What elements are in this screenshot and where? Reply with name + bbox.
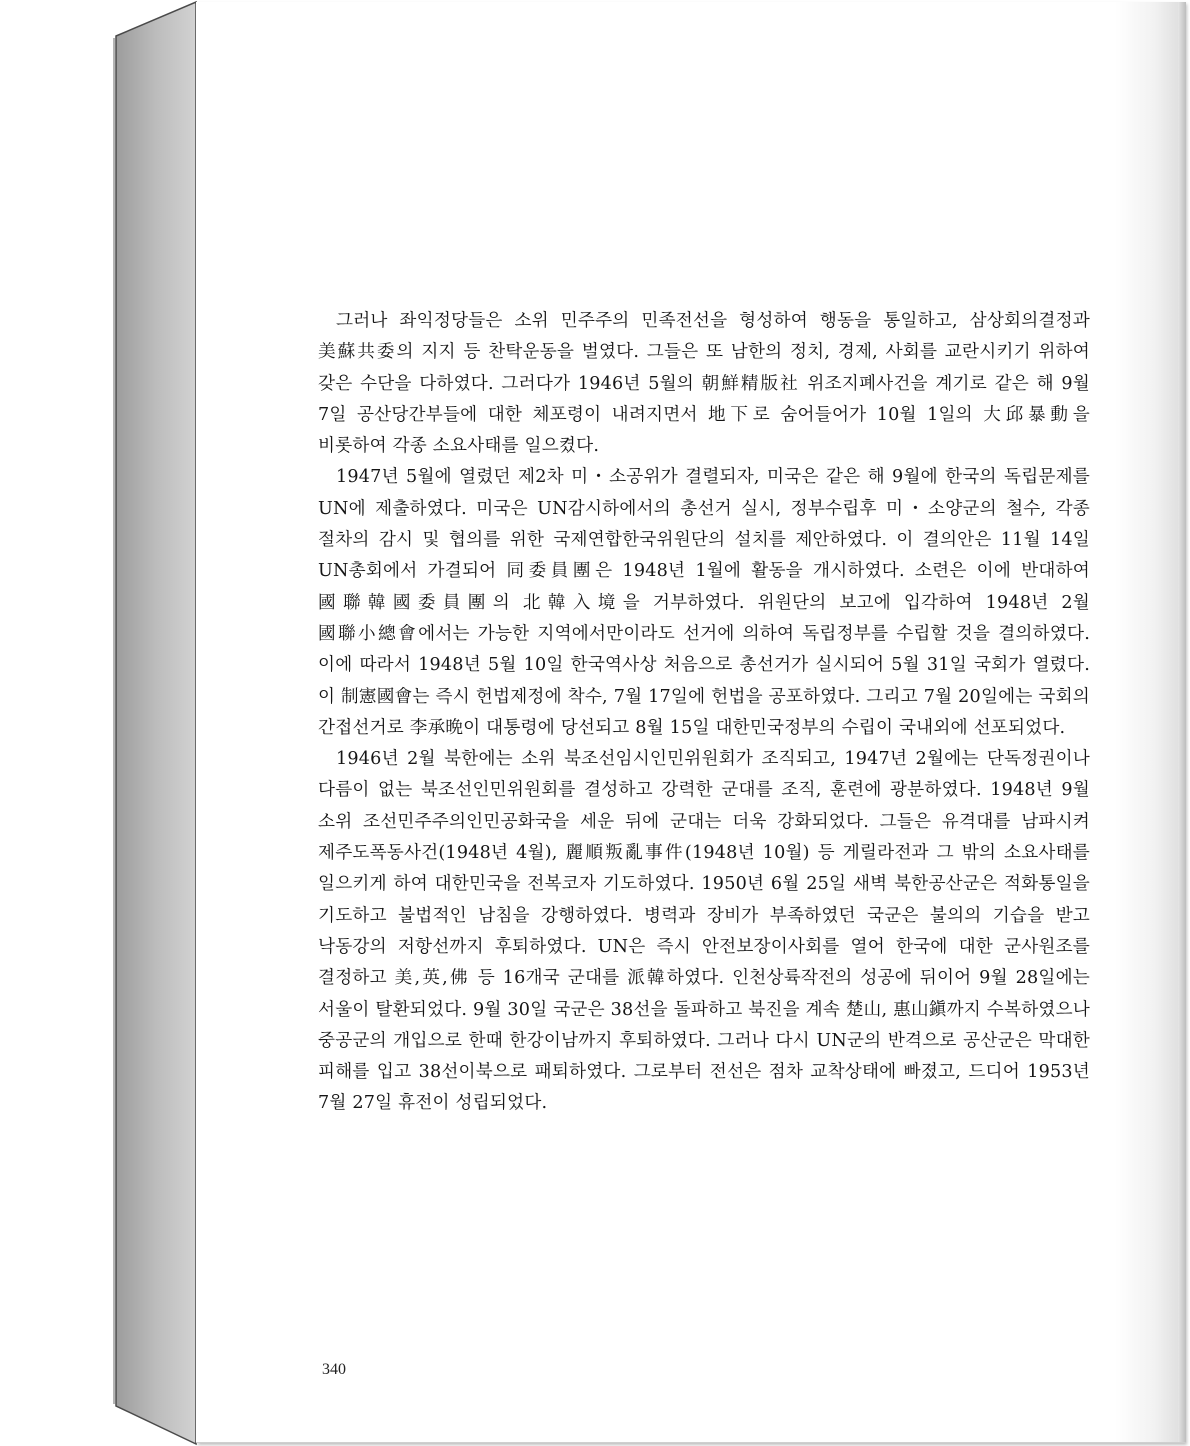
page-number: 340 [322,1361,346,1378]
body-text [318,306,1090,1120]
book-spine [0,0,200,1446]
paragraph: 그러나 좌익정당들은 소위 민주주의 민족전선을 형성하여 행동을 통일하고, 삼상회의결정과 美蘇共委의 지지 등 찬탁운동을 벌였다. 그들은 또 남한의 정치, 경제, 사회를 교란시키기 위하여 갖은 수단을 다하였다. 그러다가 1946년 5월의 朝鮮精版社 위조지폐사건을 계기로 같은 해 9월 7일 공산당간부들에 대한 체포령이 내려지면서 地下로 숨어들어가 10월 1일의 大邱暴動을 비롯하여 각종 소요사태를 일으켰다. [318,311,1090,457]
paragraph: 1947년 5월에 열렸던 제2차 미・소공위가 결렬되자, 미국은 같은 해 9월에 한국의 독립문제를 UN에 제출하였다. 미국은 UN감시하에서의 총선거 실시, 정부수립후 미・소양군의 철수, 각종 절차의 감시 및 협의를 위한 국제연합한국위원단의 설치를 제안하였다. 이 결의안은 11월 14일 UN총회에서 가결되어 同委員團은 1948년 1월에 활동을 개시하였다. 소련은 이에 반대하여 國聯韓國委員團의 北韓入境을 거부하였다. 위원단의 보고에 입각하여 1948년 2월 國聯小總會에서는 가능한 지역에서만이라도 선거에 의하여 독립정부를 수립할 것을 결의하였다. 이에 따라서 1948년 5월 10일 한국역사상 처음으로 총선거가 실시되어 5월 31일 국회가 열렸다. 이 制憲國會는 즉시 헌법제정에 착수, 7월 17일에 헌법을 공포하였다. 그리고 7월 20일에는 국회의 간접선거로 李承晩이 대통령에 당선되고 8월 15일 대한민국정부의 수립이 국내외에 선포되었다. [318,467,1090,738]
paragraph: 1946년 2월 북한에는 소위 북조선임시인민위원회가 조직되고, 1947년 2월에는 단독정권이나 다름이 없는 북조선인민위원회를 결성하고 강력한 군대를 조직, 훈련에 광분하였다. 1948년 9월 소위 조선민주주의인민공화국을 세운 뒤에 군대는 더욱 강화되었다. 그들은 유격대를 남파시켜 제주도폭동사건(1948년 4월), 麗順叛亂事件(1948년 10월) 등 게릴라전과 그 밖의 소요사태를 일으키게 하여 대한민국을 전복코자 기도하였다. 1950년 6월 25일 새벽 북한공산군은 적화통일을 기도하고 불법적인 남침을 강행하였다. 병력과 장비가 부족하였던 국군은 불의의 기습을 받고 낙동강의 저항선까지 후퇴하였다. UN은 즉시 안전보장이사회를 열어 한국에 대한 군사원조를 결정하고 美,英,佛 등 16개국 군대를 派韓하였다. 인천상륙작전의 성공에 뒤이어 9월 28일에는 서울이 탈환되었다. 9월 30일 국군은 38선을 돌파하고 북진을 계속 楚山, 惠山鎭까지 수복하였으나 중공군의 개입으로 한때 한강이남까지 후퇴하였다. 그러나 다시 UN군의 반격으로 공산군은 막대한 피해를 입고 38선이북으로 패퇴하였다. 그로부터 전선은 점차 교착상태에 빠졌고, 드디어 1953년 7월 27일 휴전이 성립되었다. [318,749,1090,1114]
page-edge-shadow [1178,2,1186,1442]
